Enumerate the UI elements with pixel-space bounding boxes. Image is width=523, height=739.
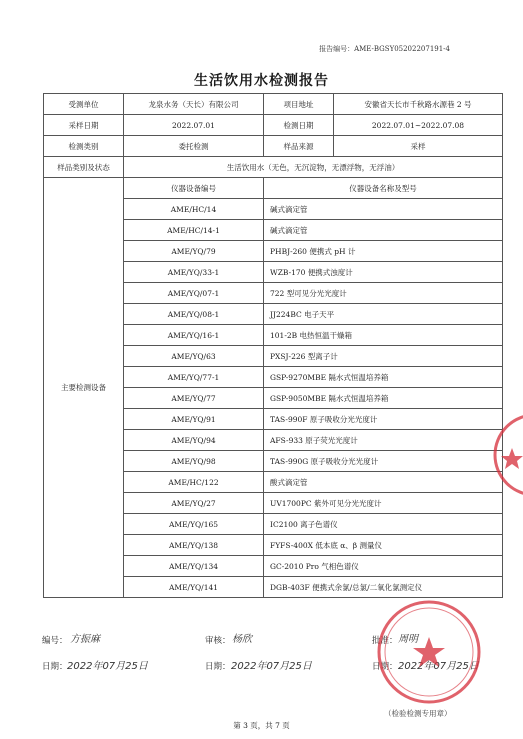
equipment-id: AME/YQ/94 — [124, 430, 264, 451]
approved-label: 批准： — [372, 636, 398, 646]
report-title: 生活饮用水检测报告 — [194, 73, 329, 89]
equipment-name: IC2100 离子色谱仪 — [264, 514, 503, 535]
equipment-id: AME/YQ/63 — [124, 346, 264, 367]
page-number: 第 3 页，共 7 页 — [233, 721, 290, 730]
report-number: 报告编号：AME-BGSY05202207191-4 — [319, 45, 450, 53]
date-row — [44, 115, 503, 136]
reviewed-date: 2022年07月25日 — [231, 661, 312, 672]
test-date-value: 2022.07.01~2022.07.08 — [334, 115, 503, 136]
edge-seal-icon — [490, 410, 523, 500]
approved-signature: 周明 — [398, 634, 418, 645]
equipment-name: GSP-9270MBE 隔水式恒温培养箱 — [264, 367, 503, 388]
equipment-id: AME/YQ/08-1 — [124, 304, 264, 325]
equipment-col-name: 仪器设备名称及型号 — [264, 178, 503, 199]
address-value: 安徽省天长市千秋路水源巷 2 号 — [334, 94, 503, 115]
equipment-name: 碱式滴定管 — [264, 220, 503, 241]
sample-state-label: 样品类别及状态 — [44, 157, 124, 178]
equipment-name: 酸式滴定管 — [264, 472, 503, 493]
equipment-id: AME/YQ/91 — [124, 409, 264, 430]
address-label: 项目地址 — [264, 94, 334, 115]
equipment-name: 722 型可见分光光度计 — [264, 283, 503, 304]
equipment-name: FYFS-400X 低本底 α、β 测量仪 — [264, 535, 503, 556]
equipment-id: AME/YQ/16-1 — [124, 325, 264, 346]
equipment-name: GSP-9050MBE 隔水式恒温培养箱 — [264, 388, 503, 409]
equipment-name: PHBJ-260 便携式 pH 计 — [264, 241, 503, 262]
equipment-id: AME/YQ/77 — [124, 388, 264, 409]
reviewed-label: 审核： — [205, 636, 231, 646]
equipment-name: TAS-990G 原子吸收分光光度计 — [264, 451, 503, 472]
equipment-section-label: 主要检测设备 — [44, 178, 124, 598]
type-row — [44, 136, 503, 157]
test-date-label: 检测日期 — [264, 115, 334, 136]
equipment-id: AME/HC/122 — [124, 472, 264, 493]
client-value: 龙泉水务（天长）有限公司 — [124, 94, 264, 115]
equipment-name: WZB-170 便携式浊度计 — [264, 262, 503, 283]
equipment-id: AME/YQ/134 — [124, 556, 264, 577]
equipment-name: 碱式滴定管 — [264, 199, 503, 220]
test-type-label: 检测类别 — [44, 136, 124, 157]
equipment-name: PXSJ-226 型离子计 — [264, 346, 503, 367]
equipment-id: AME/YQ/141 — [124, 577, 264, 598]
test-type-value: 委托检测 — [124, 136, 264, 157]
reviewed-date-label: 日期： — [205, 662, 231, 672]
sample-state-row — [44, 157, 503, 178]
equipment-name: GC-2010 Pro 气相色谱仪 — [264, 556, 503, 577]
equipment-header-row — [44, 178, 503, 199]
seal-note: （检验检测专用章） — [384, 709, 452, 718]
sample-source-value: 采样 — [334, 136, 503, 157]
equipment-name: JJ224BC 电子天平 — [264, 304, 503, 325]
equipment-id: AME/HC/14-1 — [124, 220, 264, 241]
equipment-id: AME/YQ/98 — [124, 451, 264, 472]
equipment-name: UV1700PC 紫外可见分光光度计 — [264, 493, 503, 514]
sampling-date-value: 2022.07.01 — [124, 115, 264, 136]
equipment-name: 101-2B 电热恒温干燥箱 — [264, 325, 503, 346]
prepared-date: 2022年07月25日 — [67, 661, 148, 672]
approved-date-label: 日期： — [372, 662, 398, 672]
client-row — [44, 94, 503, 115]
sample-source-label: 样品来源 — [264, 136, 334, 157]
prepared-label: 编号： — [42, 636, 68, 646]
equipment-id: AME/YQ/33-1 — [124, 262, 264, 283]
approved-date: 2022年07月25日 — [398, 661, 479, 672]
sampling-date-label: 采样日期 — [44, 115, 124, 136]
equipment-id: AME/YQ/138 — [124, 535, 264, 556]
equipment-col-id: 仪器设备编号 — [124, 178, 264, 199]
prepared-date-label: 日期： — [42, 662, 68, 672]
equipment-name: TAS-990F 原子吸收分光光度计 — [264, 409, 503, 430]
prepared-signature: 方振麻 — [70, 634, 100, 645]
report-table — [43, 93, 503, 598]
equipment-name: DGB-403F 便携式余氯/总氯/二氧化氯测定仪 — [264, 577, 503, 598]
equipment-name: AFS-933 原子荧光光度计 — [264, 430, 503, 451]
equipment-id: AME/YQ/79 — [124, 241, 264, 262]
reviewed-signature: 杨欣 — [232, 634, 252, 645]
equipment-id: AME/YQ/165 — [124, 514, 264, 535]
equipment-id: AME/YQ/27 — [124, 493, 264, 514]
client-label: 受测单位 — [44, 94, 124, 115]
inspection-seal-icon — [374, 597, 484, 707]
sample-state-value: 生活饮用水（无色，无沉淀物，无漂浮物，无浮油） — [124, 157, 503, 178]
equipment-id: AME/YQ/07-1 — [124, 283, 264, 304]
equipment-id: AME/YQ/77-1 — [124, 367, 264, 388]
equipment-id: AME/HC/14 — [124, 199, 264, 220]
